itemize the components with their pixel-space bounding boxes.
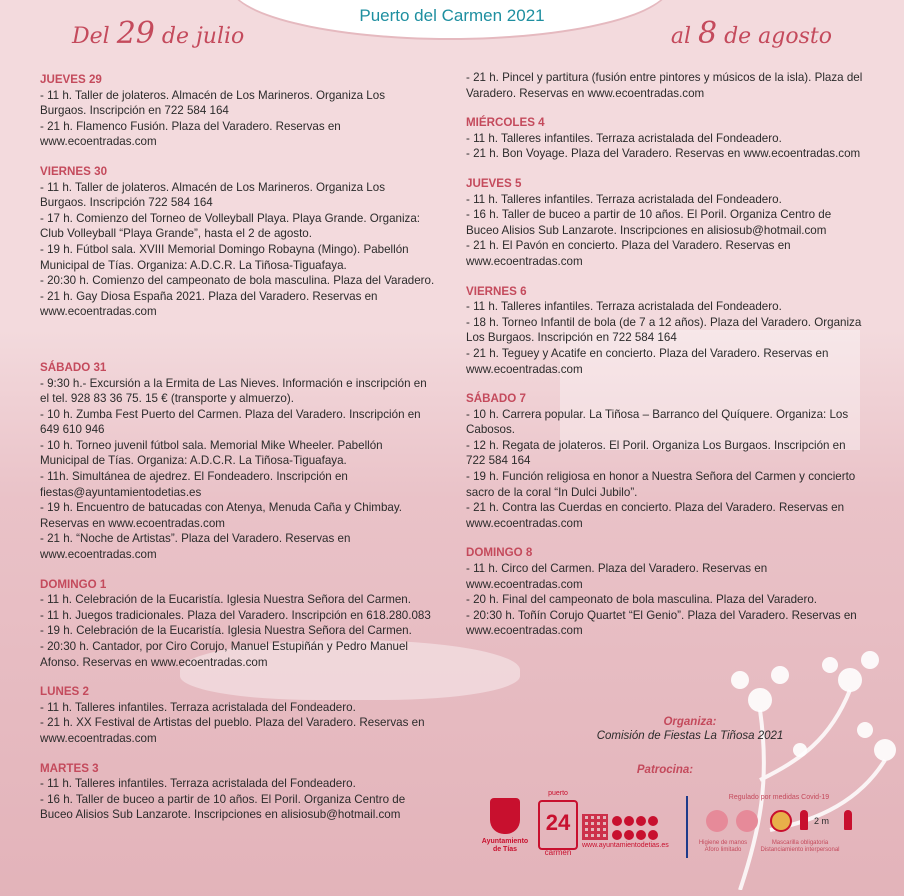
web-icon <box>648 830 658 840</box>
program-line: el tel. 928 83 36 75. 15 € (transporte y almuerzo). <box>40 392 294 406</box>
day-heading: MARTES 3 <box>40 761 99 775</box>
program-line: - 21 h. Teguey y Acatife en concierto. Plaza del Varadero. Reservas en <box>466 346 829 360</box>
program-line: - 11 h. Celebración de la Eucaristía. Iglesia Nuestra Señora del Carmen. <box>40 593 411 607</box>
puerto-carmen-logo-bottom: carmen <box>544 848 572 857</box>
day-heading: DOMINGO 8 <box>466 546 533 560</box>
date-to-prefix: al <box>670 24 691 49</box>
program-line: www.ecoentradas.com <box>466 516 583 530</box>
date-to-day: 8 <box>697 16 718 51</box>
website-link: www.ayuntamientodetias.es <box>582 842 669 849</box>
organiza-label: Organiza: <box>663 716 717 728</box>
program-line: Municipal de Tías. Organiza: A.D.C.R. La Tiñosa-Tiguafaya. <box>40 258 347 272</box>
program-line: www.ecoentradas.com <box>40 548 157 562</box>
program-line: - 21 h. Pincel y partitura (fusión entre pintores y músicos de la isla). Plaza del <box>466 71 863 84</box>
ayuntamiento-crest-icon <box>490 798 520 834</box>
hand-hygiene-icon <box>706 810 728 832</box>
day-heading: SÁBADO 31 <box>40 360 107 374</box>
program-line: - 11 h. Talleres infantiles. Terraza acristalada del Fondeadero. <box>40 777 356 791</box>
ayuntamiento-label: Ayuntamiento de Tías <box>481 838 529 853</box>
program-line: - 11 h. Talleres infantiles. Terraza acristalada del Fondeadero. <box>40 700 356 714</box>
page-title: Puerto del Carmen 2021 <box>359 6 545 25</box>
program-line: - 11 h. Talleres infantiles. Terraza acristalada del Fondeadero. <box>466 131 782 145</box>
program-line: - 21 h. Flamenco Fusión. Plaza del Varadero. Reservas en <box>40 119 341 133</box>
day-heading: DOMINGO 1 <box>40 577 107 591</box>
date-to <box>671 16 832 51</box>
person-icon <box>800 810 808 830</box>
program-right-column <box>466 70 866 639</box>
program-line: Reservas en www.ecoentradas.com <box>40 516 225 530</box>
person-icon <box>844 810 852 830</box>
program-line: - 12 h. Regata de jolateros. El Poril. Organiza Los Burgaos. Inscripción en <box>466 438 846 452</box>
program-line: Buceo Alisios Sub Lanzarote. Inscripciones en alisiosub@hotmail.com <box>466 223 827 237</box>
date-from-prefix: Del <box>72 24 110 49</box>
program-line: Municipal de Tías. Organiza: A.D.C.R. La Tiñosa-Tiguafaya. <box>40 454 347 468</box>
puerto-carmen-logo-top: puerto <box>548 790 568 797</box>
program-line: 722 584 164 <box>466 454 531 468</box>
program-line: Buceo Alisios Sub Lanzarote. Inscripciones en alisiosub@hotmail.com <box>40 808 401 822</box>
youtube-icon <box>624 816 634 826</box>
day-heading: LUNES 2 <box>40 685 89 699</box>
day-heading: VIERNES 6 <box>466 284 527 298</box>
mask-icon <box>736 810 758 832</box>
day-heading: JUEVES 5 <box>466 176 522 190</box>
program-line: - 17 h. Comienzo del Torneo de Volleyball Playa. Playa Grande. Organiza: <box>40 211 421 225</box>
program-line: Cabosos. <box>466 423 515 437</box>
date-from-day: 29 <box>116 16 155 51</box>
program-line: - 16 h. Taller de buceo a partir de 10 años. El Poril. Organiza Centro de <box>40 792 406 806</box>
program-line: - 10 h. Zumba Fest Puerto del Carmen. Plaza del Varadero. Inscripción en <box>40 407 421 421</box>
program-line: www.ecoentradas.com <box>40 135 157 149</box>
twitter-icon <box>612 830 622 840</box>
distance-label: 2 m <box>814 816 830 826</box>
puerto-carmen-logo-icon: 24 <box>538 800 578 850</box>
date-from-month: de julio <box>161 24 245 49</box>
program-line: - 11 h. Taller de jolateros. Almacén de Los Marineros. Organiza Los <box>40 180 385 194</box>
program-line: www.ecoentradas.com <box>466 624 583 638</box>
program-line: fiestas@ayuntamientodetias.es <box>40 485 202 499</box>
sponsor-logos <box>480 790 880 870</box>
covid-caption-2: Mascarilla obligatoria Distanciamiento interpersonal <box>760 840 840 853</box>
whatsapp-icon <box>624 830 634 840</box>
program-line: www.ecoentradas.com <box>466 254 583 268</box>
program-line: - 18 h. Torneo Infantil de bola (de 7 a 12 años). Plaza del Varadero. Organiza <box>466 315 862 329</box>
program-left-column <box>40 72 440 823</box>
date-to-month: de agosto <box>724 24 832 49</box>
program-line: - 11 h. Taller de jolateros. Almacén de Los Marineros. Organiza Los <box>40 88 385 102</box>
program-line: - 20:30 h. Comienzo del campeonato de bola masculina. Plaza del Varadero. <box>40 274 435 288</box>
program-line: - 21 h. Bon Voyage. Plaza del Varadero. Reservas en www.ecoentradas.com <box>466 147 861 161</box>
qr-code-icon <box>582 814 608 840</box>
program-line: - 19 h. Celebración de la Eucaristía. Iglesia Nuestra Señora del Carmen. <box>40 624 412 638</box>
program-line: - 20 h. Final del campeonato de bola masculina. Plaza del Varadero. <box>466 593 818 607</box>
program-line: - 9:30 h.- Excursión a la Ermita de Las Nieves. Información e inscripción en <box>40 376 427 390</box>
date-from <box>72 16 244 51</box>
program-line: - 21 h. Gay Diosa España 2021. Plaza del Varadero. Reservas en <box>40 289 378 303</box>
program-line: 649 610 946 <box>40 423 105 437</box>
program-line: - 20:30 h. Toñín Corujo Quartet “El Genio”. Plaza del Varadero. Reservas en <box>466 608 857 622</box>
patrocina-label: Patrocina: <box>636 764 694 776</box>
day-heading: JUEVES 29 <box>40 73 102 86</box>
pinterest-icon <box>648 816 658 826</box>
organizer-name: Comisión de Fiestas La Tiñosa 2021 <box>596 730 784 742</box>
social-icons-row-2 <box>612 830 658 840</box>
program-line: - 19 h. Encuentro de batucadas con Atenya, Menuda Caña y Chimbay. <box>40 501 402 515</box>
program-line: - 11 h. Talleres infantiles. Terraza acristalada del Fondeadero. <box>466 300 782 314</box>
program-line: www.ecoentradas.com <box>40 305 157 319</box>
program-line: - 10 h. Carrera popular. La Tiñosa – Barranco del Quíquere. Organiza: Los <box>466 407 849 421</box>
program-line: Varadero. Reservas en www.ecoentradas.com <box>466 86 705 100</box>
program-line: - 21 h. “Noche de Artistas”. Plaza del Varadero. Reservas en <box>40 532 351 546</box>
program-line: www.ecoentradas.com <box>466 577 583 591</box>
masked-face-icon <box>770 810 792 832</box>
program-line: Burgaos. Inscripción en 722 584 164 <box>40 104 229 118</box>
program-line: - 11 h. Circo del Carmen. Plaza del Varadero. Reservas en <box>466 562 768 576</box>
program-line: - 11 h. Juegos tradicionales. Plaza del Varadero. Inscripción en 618.280.083 <box>40 608 431 622</box>
program-line: - 19 h. Fútbol sala. XVIII Memorial Domingo Robayna (Mingo). Pabellón <box>40 242 409 256</box>
day-heading: VIERNES 30 <box>40 164 108 178</box>
covid-title: Regulado por medidas Covid-19 <box>728 794 830 801</box>
program-line: sacro de la coral “In Dulci Jubilo”. <box>466 485 638 499</box>
instagram-icon <box>636 816 646 826</box>
program-line: - 11 h. Talleres infantiles. Terraza acristalada del Fondeadero. <box>466 192 782 206</box>
program-line: - 16 h. Taller de buceo a partir de 10 años. El Poril. Organiza Centro de <box>466 208 832 222</box>
program-line: www.ecoentradas.com <box>40 731 157 745</box>
program-line: - 21 h. Contra las Cuerdas en concierto. Plaza del Varadero. Reservas en <box>466 501 845 515</box>
program-line: Los Burgaos. Inscripción en 722 584 164 <box>466 331 677 345</box>
program-line: - 21 h. XX Festival de Artistas del pueblo. Plaza del Varadero. Reservas en <box>40 716 425 730</box>
telegram-icon <box>636 830 646 840</box>
program-line: www.ecoentradas.com <box>466 362 583 376</box>
program-line: - 10 h. Torneo juvenil fútbol sala. Memorial Mike Wheeler. Pabellón <box>40 438 383 452</box>
program-line: - 21 h. El Pavón en concierto. Plaza del Varadero. Reservas en <box>466 239 791 253</box>
program-line: Afonso. Reservas en www.ecoentradas.com <box>40 655 268 669</box>
program-line: Burgaos. Inscripción 722 584 164 <box>40 196 213 210</box>
day-heading: SÁBADO 7 <box>466 392 526 406</box>
divider <box>686 796 688 858</box>
program-line: - 19 h. Función religiosa en honor a Nuestra Señora del Carmen y concierto <box>466 470 856 484</box>
social-icons-row-1 <box>612 816 658 826</box>
day-heading: MIÉRCOLES 4 <box>466 116 545 130</box>
covid-caption-1: Higiene de manos Aforo limitado <box>698 840 748 853</box>
program-line: Club Volleyball “Playa Grande”, hasta el 2 de agosto. <box>40 227 312 241</box>
facebook-icon <box>612 816 622 826</box>
program-line: - 11h. Simultánea de ajedrez. El Fondeadero. Inscripción en <box>40 470 348 484</box>
program-line: - 20:30 h. Cantador, por Ciro Corujo, Manuel Estupiñán y Pedro Manuel <box>40 640 408 653</box>
